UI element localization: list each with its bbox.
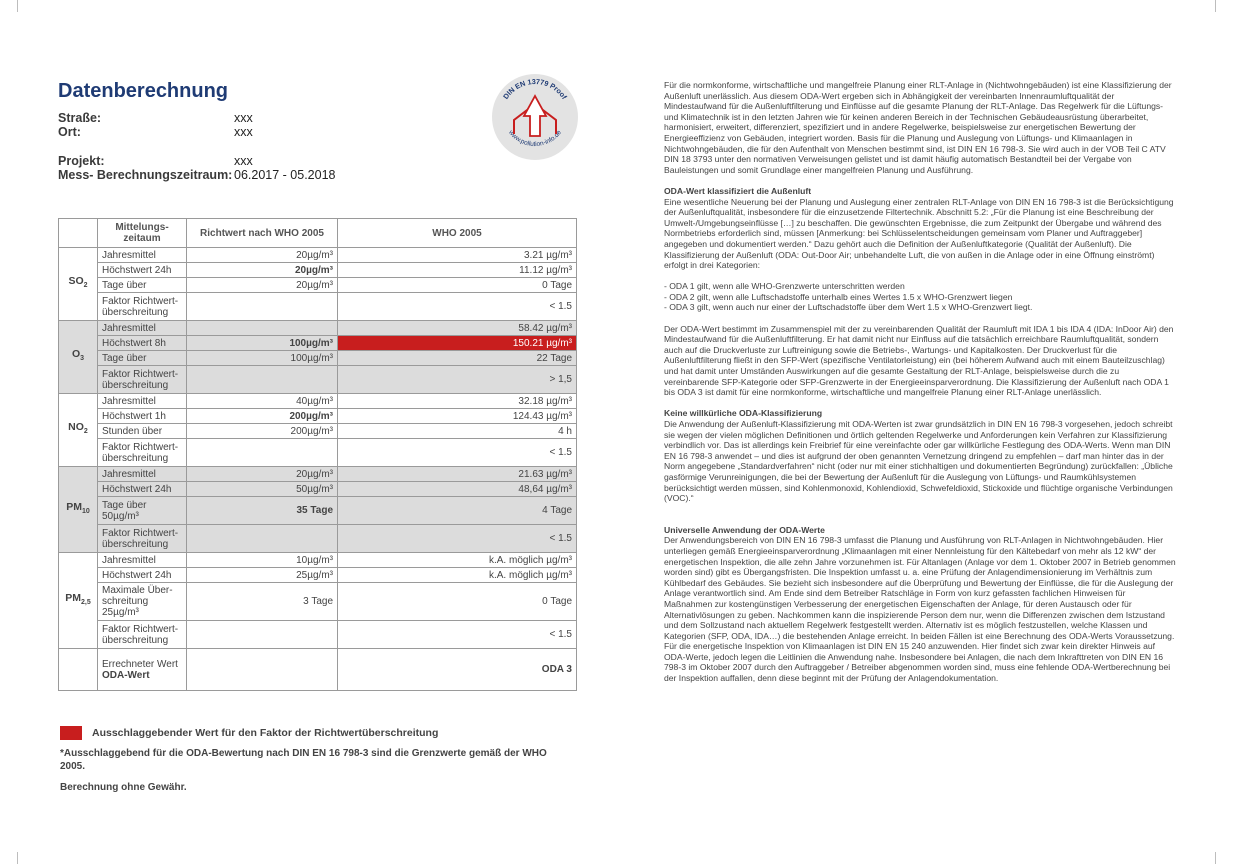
disclaimer: Berechnung ohne Gewähr. [60,782,187,793]
header-richtwert: Richtwert nach WHO 2005 [187,219,338,248]
row-label: Stunden über [98,424,187,439]
table-row [59,366,577,394]
who-cell: 48,64 µg/m³ [338,482,577,497]
footnote: *Ausschlaggebend für die ODA-Bewertung nach DIN EN 16 798-3 sind die Grenzwerte gemäß der WHO 2005. [60,748,547,772]
table-row [59,568,577,583]
richtwert-cell: 10µg/m³ [187,553,338,568]
list-item: - ODA 3 gilt, wenn auch nur einer der Luftschadstoffe über dem Wert 1.5 x WHO-Grenzwert liegt. [664,302,1033,313]
oda-label: Errechneter Wert ODA-Wert [98,649,187,691]
param-no2: $NO_2$ [59,394,98,467]
richtwert-cell: 20µg/m³ [187,278,338,293]
table-row [59,278,577,293]
header-empty [59,219,98,248]
row-label: Faktor Richtwert-überschreitung [98,621,187,649]
paragraph: Der ODA-Wert bestimmt im Zusammenspiel mit der zu vereinbarenden Qualität der Raumluft mit IDA 1 bis IDA 4 (IDA: InDoor Air) den Mindestaufwand für die Außenluftfilterung. Er hat damit nicht nur Einfluss auf die tatsächlich erreichbare Raumluftqualität, sondern auch auf die Druckverluste zur Luftreinigung sowie die Betriebs-, Wartungs- und Kapitalkosten. Der Druckverlust für die Außenluftfilterung fließt in den SFP-Wert (spezifische Ventilatorleistung) ein (bei höherem Aufwand auch mit einem Bauteilzuschlag) und hat damit unter Umständen Auswirkungen auf die gesamte Gestaltung der RLT-Anlage, beispielsweise durch die zu vereinbarende SFP-Kategorie oder SFP-Grenzwerte in der Energieeinsparverordnung. Die Klassifizierung der Außenluft nach ODA 1 bis ODA 3 ist damit für eine normkonforme, wirtschaftliche und mangelfreie Planung einer RLT-Anlage unerlässlich. [664,323,1174,398]
table-row [59,467,577,482]
strasse-label: Straße: [58,111,102,125]
who-cell: k.A. möglich µg/m³ [338,553,577,568]
row-label: Höchstwert 8h [98,336,187,351]
richtwert-cell [187,439,338,467]
row-label: Maximale Über-schreitung 25µg/m³ [98,583,187,621]
row-label: Faktor Richtwert-überschreitung [98,366,187,394]
projekt-value: xxx [234,154,253,168]
richtwert-cell: 40µg/m³ [187,394,338,409]
row-label: Jahresmittel [98,248,187,263]
richtwert-cell: 20µg/m³ [187,248,338,263]
who-cell: < 1.5 [338,525,577,553]
richtwert-cell: 200µg/m³ [187,409,338,424]
table-row [59,409,577,424]
din-proof-seal-logo [490,72,580,162]
article-text [664,80,1176,694]
richtwert-cell: 200µg/m³ [187,424,338,439]
richtwert-cell: 100µg/m³ [187,336,338,351]
table-row [59,424,577,439]
richtwert-cell [187,293,338,321]
who-cell: < 1.5 [338,621,577,649]
ort-value: xxx [234,125,253,139]
richtwert-cell: 35 Tage [187,497,338,525]
seal-bottom-text: www.pollution-info.de [507,129,563,149]
seal-top-text: DIN EN 13779 Proof [501,76,569,101]
row-label: Höchstwert 24h [98,568,187,583]
ort-label: Ort: [58,125,81,139]
who-cell: 22 Tage [338,351,577,366]
strasse-value: xxx [234,111,253,125]
table-row [59,482,577,497]
richtwert-cell: 3 Tage [187,583,338,621]
paragraph: Eine wesentliche Neuerung bei der Planung und Auslegung einer zentralen RLT-Anlage von DIN EN 16 798-3 ist die Berücksichtigung der Außenluftqualität, insbesondere für die einzusetzende Filtertechnik. Abschnitt 5.2: „Für die Planung ist eine Beschreibung der Umwelt-/Umgebungseinflüsse […] zu beschaffen. Die gewünschten Ergebnisse, die zum Zeitpunkt der Übergabe und während des Normbetriebs erforderlich sind, müssen [Anmerkung: bei Schlüsselentscheidungen gemeinsam vom Planer und Auftraggeber] angegeben und dokumentiert werden.“ Dazu gehört auch die Definition der Außenluftkategorie (Qualität der Außenluft). Die Klassifizierung der Außenluft (ODA: Out-Door Air; unbehandelte Luft, die von außen in die Anlage oder in eine Öffnung einströmt) erfolgt in drei Kategorien: [664,196,1174,271]
table-row [59,621,577,649]
who-cell: 3.21 µg/m³ [338,248,577,263]
richtwert-cell [187,321,338,336]
table-row [59,439,577,467]
table-row [59,583,577,621]
who-cell: < 1.5 [338,293,577,321]
table-row [59,497,577,525]
param-pm10: $PM_{10}$ [59,467,98,553]
oda-empty-cell [59,649,98,691]
crop-mark [17,0,18,12]
who-cell: 0 Tage [338,278,577,293]
header-mittelung: Mittelungs-zeitaum [98,219,187,248]
richtwert-cell [187,621,338,649]
paragraph: Die Anwendung der Außenluft-Klassifizierung mit ODA-Werten ist zwar grundsätzlich in DIN EN 16 798-3 vorgesehen, jedoch schreibt sie wegen der vielen möglichen Definitionen und örtlich geltenden Regelwerke und Anforderungen kein Verfahren zur Klassifizierung verbindlich vor. Das ist allerdings kein Freibrief für eine vereinfachte oder gar willkürliche Festlegung des ODA-Werts. Wenn man DIN EN 16 798-3 anwendet – und dies ist aufgrund der oben genannten Vernetzung dringend zu empfehlen – darf man hinter das in der Norm angegebene „Standardverfahren“ nicht (oder nur mit einer stichhaltigen und dokumentierten Begründung) zurückfallen: „Übliche gasförmige Verunreinigungen, die bei der Bewertung der Außenluft für die Auslegung von Lüftungs- und Raumkühlsystemen berücksichtigt werden müssen, sind Kohlenmonoxid, Kohlendioxid, Schwefeldioxid, Stickoxide und flüchtige organische Verbindungen (VOC).“ [664,419,1173,504]
table-row [59,394,577,409]
oda-category-list [664,281,1176,313]
param-pm25: $PM_{2,5}$ [59,553,98,649]
row-label: Tage über [98,278,187,293]
list-item: - ODA 2 gilt, wenn alle Luftschadstoffe unterhalb eines Wertes 1.5 x WHO-Grenzwert liegen [664,291,1013,302]
crop-mark [1215,0,1216,12]
row-label: Jahresmittel [98,553,187,568]
table-row [59,351,577,366]
list-item: - ODA 1 gilt, wenn alle WHO-Grenzwerte unterschritten werden [664,281,905,292]
richtwert-cell: 20µg/m³ [187,263,338,278]
who-cell: 58.42 µg/m³ [338,321,577,336]
row-label: Faktor Richtwert-überschreitung [98,525,187,553]
legend-color-swatch [60,726,82,740]
who-cell-highlighted: 150.21 µg/m³ [338,336,577,351]
page-title: Datenberechnung [58,80,229,102]
richtwert-cell: 100µg/m³ [187,351,338,366]
table-row [59,336,577,351]
table-row [59,321,577,336]
section-heading: Universelle Anwendung der ODA-Werte [664,524,825,535]
row-label: Tage über 50µg/m³ [98,497,187,525]
row-label: Höchstwert 24h [98,482,187,497]
param-so2: $SO_2$ [59,248,98,321]
row-label: Höchstwert 24h [98,263,187,278]
row-label: Faktor Richtwert-überschreitung [98,293,187,321]
who-cell: 32.18 µg/m³ [338,394,577,409]
table-row [59,293,577,321]
row-label: Jahresmittel [98,467,187,482]
row-label: Jahresmittel [98,321,187,336]
oda-row [59,649,577,691]
header-who: WHO 2005 [338,219,577,248]
section-heading: ODA-Wert klassifiziert die Außenluft [664,185,812,196]
row-label: Faktor Richtwert-überschreitung [98,439,187,467]
zeitraum-value: 06.2017 - 05.2018 [234,168,336,182]
who-cell: k.A. möglich µg/m³ [338,568,577,583]
paragraph: Für die normkonforme, wirtschaftliche und mangelfreie Planung einer RLT-Anlage in (Nichtwohngebäuden) ist eine Klassifizierung der Außenluft unerlässlich. Aus diesem ODA-Wert ergeben sich in Abhängigkeit der vereinbarten Innenraumluftqualität der Mindestaufwand für die Außenluftfilterung und Einflüsse auf die gesamte Planung der RLT-Anlage. Das Regelwerk für die Lüftungs- und Klimatechnik ist in den letzten Jahren wie für keinen anderen Bereich in der Technischen Gebäudeausrüstung überarbeitet, harmonisiert, erweitert, differenziert, spezifiziert und in andere Regelwerke, beispielsweise zur energetischen Bewertung der Energieeffizienz von Gebäuden, integriert worden. Basis für die Planung und Auslegung von Lüftungs- und Klimaanlagen in Nichtwohngebäuden, die für den Aufenthalt von Menschen bestimmt sind, ist DIN EN 16 798-3. Sie wird auch in der VOB Teil C ATV DIN 18 3793 unter den normativen Verweisungen gelistet und ist damit häufig automatisch Bestandteil bei der Vergabe von Bauleistungen und somit Grundlage einer mangelfreien Planung und Ausführung. [664,80,1172,175]
table-row [59,248,577,263]
crop-mark [1215,852,1216,864]
paragraph: Der Anwendungsbereich von DIN EN 16 798-3 umfasst die Planung und Ausführung von RLT-Anlagen in Nichtwohngebäuden. Hier unterliegen gemäß Energieeinsparverordnung „Klimaanlagen mit einer Nennleistung für den Kältebedarf von mehr als 12 kW“ der energetischen Inspektion, die alle zehn Jahre vorzunehmen ist. Für Altanlagen (Anlage vor dem 1. Oktober 2007 in Betrieb genommen worden sind) gibt es Übergangsfristen. Die Inspektion umfasst u. a. eine Prüfung der Anlagendimensionierung im Verhältnis zum Kühlbedarf des Gebäudes. Sie bezieht sich insbesondere auf die Überprüfung und Bewertung der Einflüsse, die für die Auslegung der Anlage verantwortlich sind. Am Ende sind dem Betreiber Ratschläge in Form von kurz gefassten fachlichen Hinweisen für Maßnahmen zur kostengünstigen Verbesserung der energetischen Eigenschaften der Anlage, für deren Austausch oder für Alternativlösungen zu geben. Nachkommen kann die inspizierende Person dem nur, wenn die Differenzen zwischen dem Istzustand und dem Sollzustand nach aktuellem Regelwerk festgestellt werden. Alternativ ist es möglich festzustellen, welche Klassen und Kategorien (SFP, ODA, IDA…) die bestehenden Anlage erreicht. In beiden Fällen ist eine Berechnung des ODA-Werts Voraussetzung. Für die energetische Inspektion von Klimaanlagen ist DIN EN 15 240 anzuwenden. Hier findet sich zwar kein direkter Hinweis auf ODA-Werte, jedoch legen die Leitlinien die Anwendung nahe. Insbesondere bei Anlagen, die nach dem Inkrafttreten von DIN EN 16 798-3 im Oktober 2007 durch den Auftraggeber / Betreiber abgenommen worden sind, muss eine fehlende ODA-Wertberechnung bei der Inspektion auffallen, denn diese beginnt mit der Prüfung der Anlagendokumentation. [664,535,1176,684]
oda-richtwert-cell [187,649,338,691]
richtwert-cell [187,525,338,553]
richtwert-cell: 50µg/m³ [187,482,338,497]
who-cell: 0 Tage [338,583,577,621]
table-header-row [59,219,577,248]
richtwert-cell [187,366,338,394]
table-row [59,553,577,568]
legend-text: Ausschlaggebender Wert für den Faktor der Richtwertüberschreitung [92,727,439,739]
row-label: Jahresmittel [98,394,187,409]
crop-mark [17,852,18,864]
table-row [59,263,577,278]
pollutant-table [58,218,577,691]
table-row [59,525,577,553]
who-cell: 21.63 µg/m³ [338,467,577,482]
richtwert-cell: 20µg/m³ [187,467,338,482]
param-o3: $O_3$ [59,321,98,394]
projekt-label: Projekt: [58,154,105,168]
who-cell: 4 Tage [338,497,577,525]
who-cell: < 1.5 [338,439,577,467]
row-label: Höchstwert 1h [98,409,187,424]
row-label: Tage über [98,351,187,366]
section-heading: Keine willkürliche ODA-Klassifizierung [664,408,823,419]
who-cell: 124.43 µg/m³ [338,409,577,424]
who-cell: 11.12 µg/m³ [338,263,577,278]
richtwert-cell: 25µg/m³ [187,568,338,583]
oda-value: ODA 3 [338,649,577,691]
zeitraum-label: Mess- Berechnungszeitraum: [58,168,233,182]
who-cell: 4 h [338,424,577,439]
who-cell: > 1,5 [338,366,577,394]
